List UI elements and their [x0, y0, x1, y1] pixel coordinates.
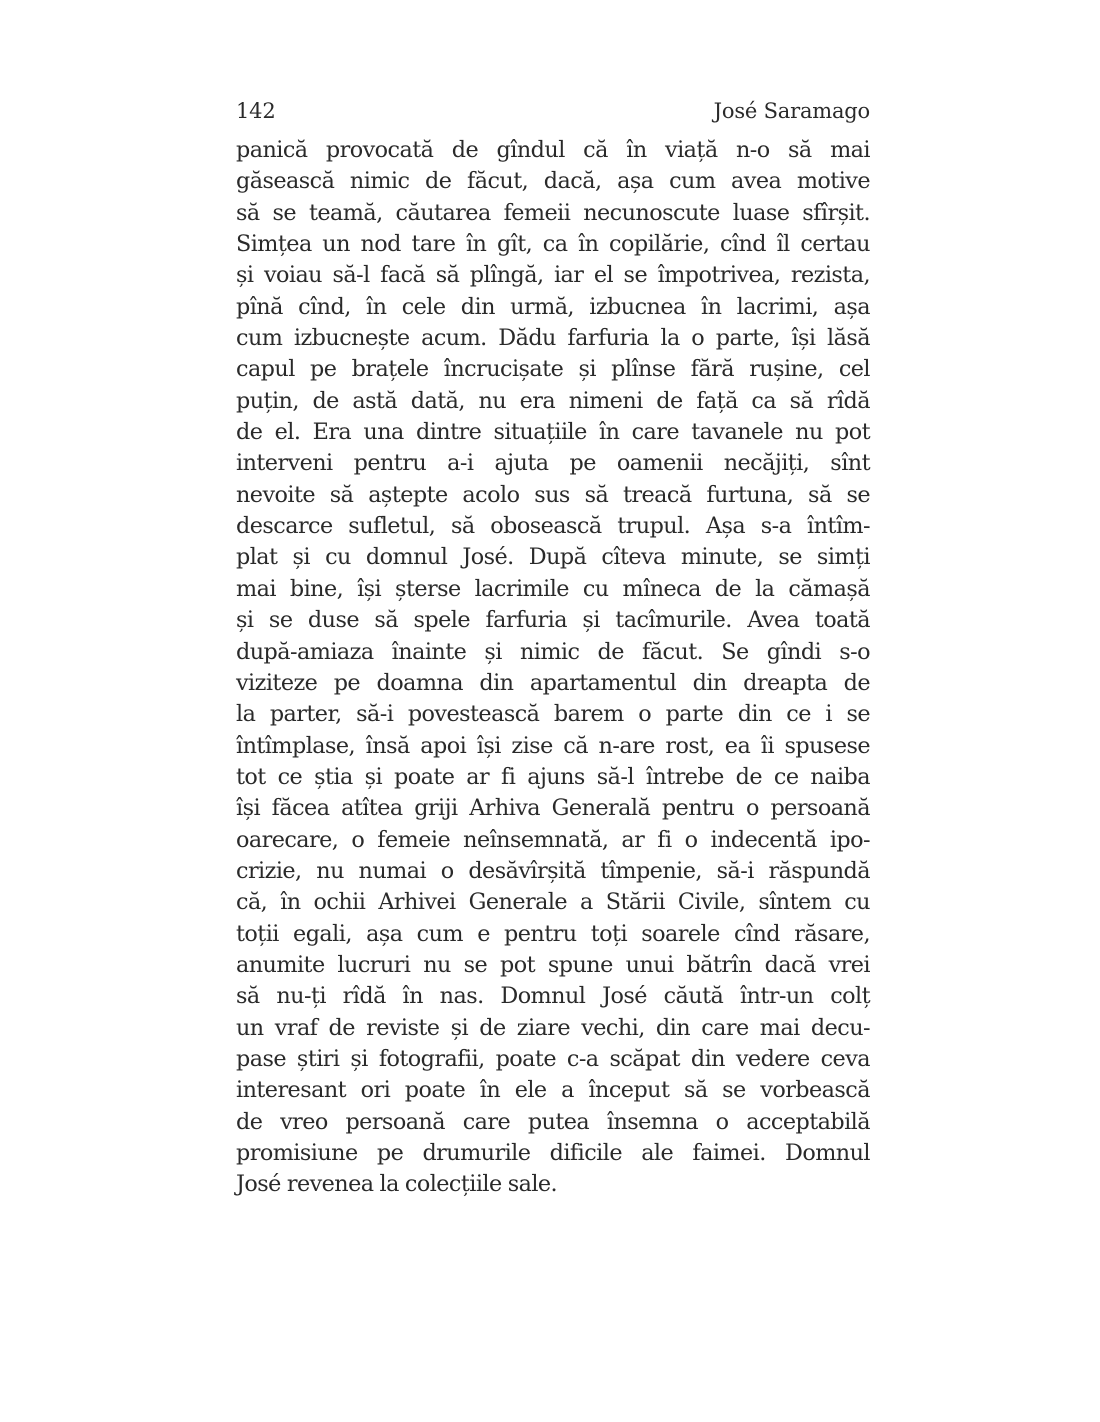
- book-page: [236, 96, 870, 1201]
- text-line: pînă cînd, în cele din urmă, izbucnea în lacrimi, așa: [236, 293, 870, 320]
- text-line: panică provocată de gîndul că în viață n-o să mai: [236, 137, 870, 163]
- text-line: José revenea la colecțiile sale.: [236, 1171, 558, 1198]
- text-line: și se duse să spele farfuria și tacîmurile. Avea toată: [236, 607, 870, 634]
- text-line: interveni pentru a-i ajuta pe oamenii necăjiți, sînt: [236, 450, 870, 477]
- text-line: de vreo persoană care putea însemna o acceptabilă: [236, 1108, 870, 1135]
- text-line: cum izbucnește acum. Dădu farfuria la o parte, își lăsă: [236, 325, 870, 352]
- text-line: Simțea un nod tare în gît, ca în copilărie, cînd îl certau: [236, 231, 870, 258]
- text-line: interesant ori poate în ele a început să se vorbească: [236, 1077, 870, 1104]
- text-line: pase știri și fotografii, poate c-a scăpat din vedere ceva: [236, 1045, 870, 1072]
- author-name: José Saramago: [713, 99, 870, 123]
- text-line: viziteze pe doamna din apartamentul din dreapta de: [236, 669, 870, 696]
- text-line: că, în ochii Arhivei Generale a Stării Civile, sîntem cu: [236, 889, 870, 916]
- text-line: la parter, să-i povestească barem o parte din ce i se: [236, 701, 870, 728]
- text-line: nevoite să aștepte acolo sus să treacă furtuna, să se: [236, 481, 870, 508]
- page-number: 142: [236, 99, 276, 123]
- running-head: [236, 96, 870, 126]
- text-line: promisiune pe drumurile dificile ale faimei. Domnul: [236, 1140, 870, 1166]
- text-line: anumite lucruri nu se pot spune unui bătrîn dacă vrei: [236, 951, 870, 978]
- text-line: își făcea atîtea griji Arhiva Generală pentru o persoană: [236, 795, 870, 822]
- text-line: tot ce știa și poate ar fi ajuns să-l întrebe de ce naiba: [236, 763, 870, 790]
- text-line: de el. Era una dintre situațiile în care tavanele nu pot: [236, 419, 870, 446]
- text-line: crizie, nu numai o desăvîrșită tîmpenie, să-i răspundă: [236, 857, 870, 884]
- body-text: [236, 135, 870, 1201]
- text-line: capul pe brațele încrucișate și plînse fără rușine, cel: [236, 356, 870, 383]
- text-line: descarce sufletul, să obosească trupul. Așa s-a întîm-: [236, 513, 870, 540]
- text-line: toții egali, așa cum e pentru toți soarele cînd răsare,: [236, 920, 870, 947]
- text-line: să nu-ți rîdă în nas. Domnul José căută într-un colț: [236, 983, 870, 1010]
- text-line: plat și cu domnul José. După cîteva minute, se simți: [236, 544, 870, 571]
- text-line: puțin, de astă dată, nu era nimeni de față ca să rîdă: [236, 387, 870, 414]
- text-line: după-amiaza înainte și nimic de făcut. Se gîndi s-o: [236, 638, 870, 665]
- text-line: și voiau să-l facă să plîngă, iar el se împotrivea, rezista,: [236, 262, 870, 289]
- text-line: găsească nimic de făcut, dacă, așa cum avea motive: [236, 168, 870, 195]
- text-line: un vraf de reviste și de ziare vechi, din care mai decu-: [236, 1014, 870, 1041]
- text-line: mai bine, își șterse lacrimile cu mîneca de la cămașă: [236, 575, 870, 602]
- text-line: să se teamă, căutarea femeii necunoscute luase sfîrșit.: [236, 199, 870, 226]
- text-line: întîmplase, însă apoi își zise că n-are rost, ea îi spusese: [236, 732, 870, 759]
- text-line: oarecare, o femeie neînsemnată, ar fi o indecentă ipo-: [236, 826, 870, 853]
